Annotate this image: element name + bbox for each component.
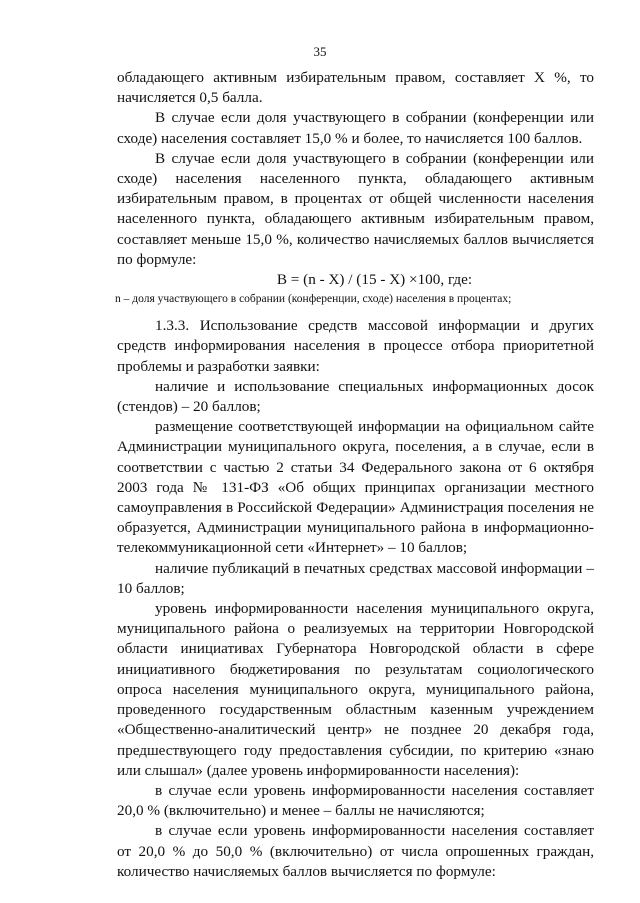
- paragraph-official-website: размещение соответствующей информации на официальном сайте Администрации муниципального округа, поселения, а в случае, если в соответствии с частью 2 статьи 34 Федерального закона от 6 октября 2003 года № 131-ФЗ «Об общих принципах организации местного самоуправления в Российской Федерации» Администрация поселения не образуется, Администрации муниципального района в информационно-телекоммуникационной сети «Интернет» – 10 баллов;: [117, 418, 594, 557]
- paragraph-continuation: обладающего активным избирательным правом, составляет Х %, то начисляется 0,5 балла.: [117, 69, 594, 107]
- paragraph-15-percent-rule: В случае если доля участвующего в собрании (конференции или сходе) населения составляет 15,0 % и более, то начисляется 100 баллов.: [117, 109, 594, 147]
- paragraph-info-boards: наличие и использование специальных информационных досок (стендов) – 20 баллов;: [117, 377, 594, 416]
- paragraph-awareness-20-percent: в случае если уровень информированности населения составляет 20,0 % (включительно) и менее – баллы не начисляются;: [117, 781, 594, 820]
- paragraph-print-media: наличие публикаций в печатных средствах массовой информации – 10 баллов;: [117, 559, 594, 597]
- paragraph-below-15-percent-rule: В случае если доля участвующего в собрании (конференции или сходе) населения населенного пункта, обладающего активным избирательным правом, в процентах от общей численности населения населенного пункта, обладающего активным избирательным правом, составляет меньше 15,0 %, количество начисляемых баллов вычисляется по формуле:: [117, 149, 594, 268]
- formula-line: В = (n - Х) / (15 - Х) ×100, где:: [276, 271, 473, 289]
- body-text: [117, 68, 594, 882]
- paragraph-section-1-3-3: 1.3.3. Использование средств массовой информации и других средств информирования населения в процессе отбора приоритетной проблемы и разработки заявки:: [117, 317, 594, 375]
- paragraph-awareness-level: уровень информированности населения муниципального округа, муниципального района о реализуемых на территории Новгородской области инициативах Губернатора Новгородской области в сфере инициативного бюджетирования по результатам социологического опроса населения муниципального округа, муниципального района, проведенного государственным областным казенным учреждением «Общественно-аналитический центр» не позднее 20 декабря года, предшествующего году предоставления субсидии, по критерию «знаю или слышал» (далее уровень информированности населения):: [117, 600, 594, 779]
- paragraph-awareness-20-50-percent: в случае если уровень информированности населения составляет от 20,0 % до 50,0 % (включительно) от числа опрошенных граждан, количество начисляемых баллов вычисляется по формуле:: [117, 822, 594, 880]
- page-number: 35: [313, 44, 327, 59]
- formula-note: n – доля участвующего в собрании (конференции, сходе) населения в процентах;: [115, 293, 512, 306]
